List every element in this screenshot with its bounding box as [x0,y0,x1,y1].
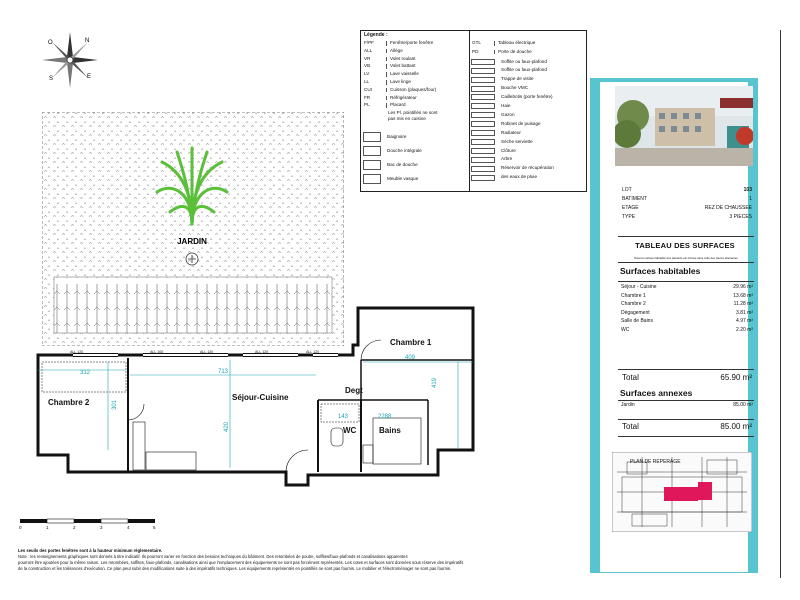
note-line: de la construction et les tolérances d'exécution. Ce plan peut subir des modifications suite à des impératifs techniques. Les équipements représentés en pointillés ne sont pas fournis. Le mobilier et l'électroménager ne sont pas fournis. [18,566,452,571]
legend-row: Arbre [471,157,512,163]
scale-tick-4: 4 [127,525,130,530]
legend-title: Légende : [364,32,388,38]
legend-row: Haie [471,103,510,109]
total-annexes: Total 85.00 m² [622,422,752,431]
room-chambre1: Chambre 1 [390,338,432,347]
scale-bar [18,517,158,537]
window-label-4: ALL 120 [255,350,269,354]
surfaces-table-title: TABLEAU DES SURFACES [635,241,735,250]
legend-row: Clôture [471,148,516,154]
note-line: pourront être ajoutées pour la même raison. Les retombées, soffites, faux-plafonds, canalisations ainsi que l'emplacement des équipements ne sont pas forcément représentés. Les cotes et surfaces sont données sous réserve des impératifs [18,560,464,565]
dim-419: 419 [432,377,438,388]
surface-row: Salle de Bains 4.97 m² [621,318,753,324]
legend-symbol-icon [471,148,495,154]
legend-row: VB Volet battant [364,63,416,69]
divider [618,400,754,401]
legend-row: GTL Tableau électrique [472,40,536,45]
window-label-1: ALL 120 [70,350,84,354]
legend-row: Radiateur [471,130,521,136]
dim-228: 2288 [378,414,392,420]
legend-row: FR Réfrigérateur [364,94,417,100]
annexe-row: Jardin 85.00 m² [621,402,753,408]
compass-o: O [48,40,53,46]
legend-symbol-icon [471,103,495,109]
dim-312: 312 [80,370,91,376]
legend-row: Soffite ou faux-plafond [471,59,547,65]
surfaces-table-subtitle: Dans la surface habitable des placards est incluse dans celle des pièces attenantes [634,256,738,260]
legend-row: LL Lave linge [364,79,411,84]
compass-s: S [49,76,54,82]
fixture-icon [363,146,381,156]
surface-row: Chambre 1 13.68 m² [621,292,753,299]
legend-row: Réservoir de récupération [471,166,554,172]
divider [618,262,754,263]
legend-symbol-icon [471,94,495,100]
legend-row: Gazon [471,112,515,118]
habitables-title: Surfaces habitables [620,266,701,276]
window-label-3: ALL 120 [200,350,214,354]
legend-row: Soffite ou faux-plafond [471,68,547,74]
legend-symbol-icon [471,77,495,83]
legend-icon-row: Bac de douche [363,160,418,170]
info-etage: ETAGE REZ DE CHAUSSEE [622,205,752,211]
garden-label: JARDIN [177,237,207,246]
scale-tick-1: 1 [46,525,49,530]
legend-symbol-icon [471,59,495,65]
legend-symbol-icon [471,175,495,181]
surface-row: WC 2.20 m² [621,326,753,333]
legend-symbol-icon [471,139,495,145]
surface-row: Dégagement 3.81 m² [621,309,753,316]
legend-symbol-icon [471,166,495,172]
legend-row: Caillebotis (porte fenêtre) [471,94,553,100]
legend-placard-note-1: Les Pl. pointillés ne sont [388,110,438,115]
legal-notes [18,548,588,572]
legend-symbol-icon [471,157,495,163]
legend-row: Trappe de visite [471,77,534,83]
room-degt: Degt [345,386,363,395]
dim-713: 713 [218,369,229,375]
compass-n: N [85,38,90,44]
scale-tick-3: 3 [100,525,103,530]
window-label-5: ALL 120 [306,350,320,354]
fixture-icon [363,174,381,184]
surface-row: Chambre 2 11.28 m² [621,301,753,307]
legend-row: VR Volet roulant [364,55,416,61]
legend-symbol-icon [471,86,495,92]
compass-rose-icon [40,30,100,90]
room-wc: WC [343,426,357,435]
legend-row: LV Lave vaisselle [364,71,419,77]
legend-symbol-icon [471,68,495,74]
scale-tick-0: 0 [19,525,22,530]
legend-row: des eaux de pluie [471,175,537,181]
legend-symbol-icon [471,121,495,127]
room-chambre2: Chambre 2 [48,398,90,407]
dim-301: 301 [112,399,118,410]
legend-box [360,30,587,192]
divider [618,236,754,237]
legend-row: F/PF Fenêtre/porte fenêtre [364,40,434,45]
building-photo [615,86,753,166]
scale-tick-2: 2 [73,525,76,530]
room-sejour: Séjour-Cuisine [232,393,289,402]
surface-row: Séjour - Cuisine 29.96 m² [621,284,753,290]
scale-tick-5: 5 [153,525,156,530]
legend-symbol-icon [471,130,495,136]
annexes-title: Surfaces annexes [620,388,693,398]
note-line: Note : les renseignements graphiques sont donnés à titre indicatif. Ils pourront varier en fonction des besoins techniques du bâtiment. Des retombées de poutre, soffites/faux-plafonds et canalisations apparentes [18,554,408,559]
legend-row: CUI Cuisson (plaques/four) [364,86,437,92]
legend-row: Sèche serviette [471,139,533,145]
legend-icon-row: Meuble vasque [363,174,418,184]
fixture-icon [363,160,381,170]
info-type: TYPE 3 PIECES [622,214,752,220]
divider [618,419,754,420]
room-bains: Bains [379,426,401,435]
page-border-right [780,30,781,578]
info-batiment: BATIMENT 1 [622,196,752,202]
legend-row: Bouche VMC [471,86,528,92]
total-habitables: Total 65.90 m² [622,373,752,382]
fixture-icon [363,132,381,142]
compass-e: E [87,74,92,80]
legend-icon-row: Baignoire [363,132,406,142]
dim-420: 420 [224,421,230,432]
legend-row: ALL Allège [364,47,403,53]
dim-409: 409 [405,355,416,361]
legend-row: PD Porte de douche [472,48,532,54]
dim-143: 143 [338,414,349,420]
legend-row: PL Placard [364,102,406,108]
note-line: Les seuils des portes fenêtres sont à la hauteur minimum réglementaire. [18,548,163,553]
legend-row: Robinet de puisage [471,121,541,127]
legend-icon-row: Douche intégrale [363,146,422,156]
divider [618,436,754,437]
legend-symbol-icon [471,112,495,118]
divider [618,369,754,370]
divider [618,281,754,282]
location-plan-label: PLAN DE REPERAGE [630,459,681,465]
info-lot: LOT 103 [622,187,752,193]
legend-placard-note-2: pas mis en cuisine [388,116,426,121]
window-label-2: ALL 100 [150,350,164,354]
